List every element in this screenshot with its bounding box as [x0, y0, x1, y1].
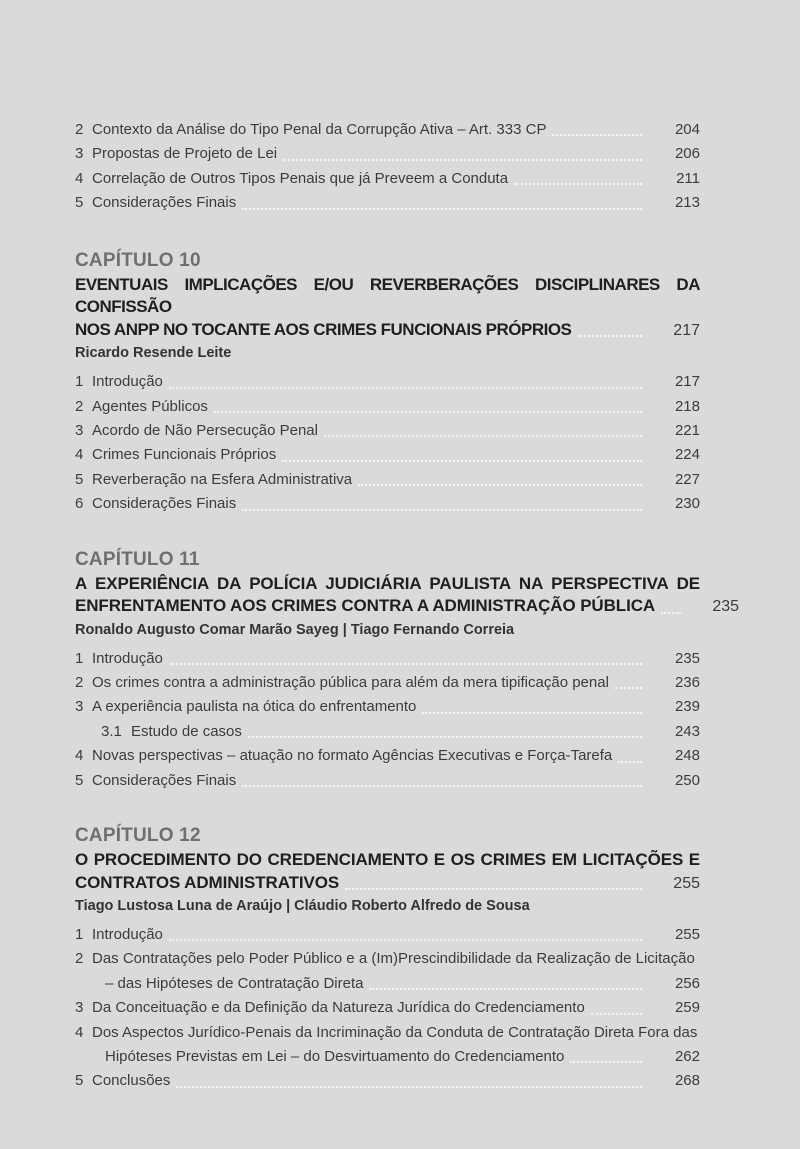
chapter-label: CAPÍTULO 12 [75, 825, 201, 846]
entry-number: 1 [75, 373, 84, 391]
chapter-page-number: 255 [673, 874, 700, 892]
entry-title-continuation: Hipóteses Previstas em Lei – do Desvirtuamento do Credenciamento [105, 1048, 565, 1066]
entry-title: Da Conceituação e da Definição da Natureza Jurídica do Credenciamento [92, 999, 585, 1017]
toc-entry [75, 1069, 700, 1093]
entry-number: 1 [75, 649, 84, 667]
entry-page-number: 213 [674, 194, 700, 212]
entry-number: 5 [75, 194, 84, 212]
toc-entry [75, 468, 700, 492]
chapter-title-row [75, 595, 740, 619]
entry-page-number: 243 [674, 722, 700, 740]
entry-page-number: 256 [674, 974, 700, 992]
chapter-12-section [75, 823, 700, 1094]
dot-leader [577, 335, 642, 337]
entry-number: 3.1 [101, 722, 122, 740]
chapter-authors: Tiago Lustosa Luna de Araújo | Cláudio Roberto Alfredo de Sousa [75, 898, 530, 914]
toc-entry-two-line [75, 1021, 700, 1070]
chapter-title-row [75, 872, 700, 896]
toc-entry [75, 769, 700, 793]
entry-number: 4 [75, 169, 84, 187]
entry-title: Introdução [92, 649, 163, 667]
entry-page-number: 221 [674, 421, 700, 439]
dot-leader [661, 612, 681, 614]
entry-page-number: 250 [674, 771, 700, 789]
entry-page-number: 224 [674, 446, 700, 464]
entry-title: Crimes Funcionais Próprios [92, 446, 277, 464]
dot-leader [570, 1061, 642, 1063]
chapter-11-section [75, 547, 740, 793]
dot-leader [169, 387, 642, 389]
dot-leader [242, 208, 642, 210]
entry-page-number: 206 [674, 145, 700, 163]
entry-page-number: 262 [674, 1048, 700, 1066]
chapter-authors: Ricardo Resende Leite [75, 345, 232, 362]
dot-leader [358, 484, 642, 486]
toc-entry [75, 647, 700, 671]
entry-page-number: 211 [676, 169, 700, 187]
entry-page-number: 268 [674, 1072, 700, 1090]
toc-entry [75, 118, 700, 142]
toc-entry [75, 142, 700, 166]
entry-title: Novas perspectivas – atuação no formato Agências Executivas e Força-Tarefa [92, 747, 613, 765]
dot-leader [176, 1086, 642, 1088]
entry-page-number: 217 [674, 373, 700, 391]
toc-entry [75, 744, 700, 768]
entry-title-continuation: – das Hipóteses de Contratação Direta [105, 974, 364, 992]
entry-title: Das Contratações pelo Poder Público e a (Im)Prescindibilidade da Realização de Licitação [92, 950, 695, 968]
entry-number: 4 [75, 446, 84, 464]
chapter-10-section [75, 248, 700, 517]
dot-leader [422, 712, 642, 714]
toc-entry [75, 996, 700, 1020]
chapter-label: CAPÍTULO 10 [75, 249, 201, 271]
entry-number: 4 [75, 747, 84, 765]
entry-title: Contexto da Análise do Tipo Penal da Corrupção Ativa – Art. 333 CP [92, 121, 547, 138]
entry-page-number: 236 [674, 673, 700, 691]
entry-title: Introdução [92, 373, 163, 391]
toc-entry [75, 167, 700, 191]
entry-number: 3 [75, 698, 84, 716]
entry-title: Reverberação na Esfera Administrativa [92, 470, 353, 488]
chapter-title-line1: EVENTUAIS IMPLICAÇÕES E/OU REVERBERAÇÕES DISCIPLINARES DA CONFISSÃO [75, 274, 700, 317]
dot-leader [552, 134, 642, 136]
entry-title: A experiência paulista na ótica do enfrentamento [92, 698, 417, 716]
entry-page-number: 255 [674, 926, 700, 943]
chapter-page-number: 235 [712, 598, 740, 616]
toc-entry [75, 695, 700, 719]
entry-page-number: 204 [674, 121, 700, 138]
chapter-title-row [75, 319, 700, 343]
dot-leader [591, 1013, 642, 1015]
entry-page-number: 239 [674, 698, 700, 716]
dot-leader [242, 509, 642, 511]
chapter-title-line2: ENFRENTAMENTO AOS CRIMES CONTRA A ADMINISTRAÇÃO PÚBLICA [75, 596, 656, 616]
dot-leader [242, 785, 642, 787]
dot-leader [615, 687, 642, 689]
entry-number: 2 [75, 397, 84, 415]
dot-leader [324, 435, 642, 437]
dot-leader [283, 159, 642, 161]
entry-number: 2 [75, 673, 84, 691]
entry-page-number: 227 [674, 470, 700, 488]
entry-title: Conclusões [92, 1072, 171, 1090]
chapter-title-line1: A EXPERIÊNCIA DA POLÍCIA JUDICIÁRIA PAULISTA NA PERSPECTIVA DE [75, 573, 700, 593]
toc-entry [75, 671, 700, 695]
toc-entry [75, 443, 700, 467]
chapter-title-line1: O PROCEDIMENTO DO CREDENCIAMENTO E OS CRIMES EM LICITAÇÕES E [75, 850, 700, 869]
entry-number: 2 [75, 950, 84, 968]
dot-leader [169, 939, 642, 941]
chapter-title-line2: CONTRATOS ADMINISTRATIVOS [75, 872, 340, 892]
entry-title: Estudo de casos [131, 722, 242, 740]
entry-number: 1 [75, 926, 84, 943]
dot-leader [345, 888, 642, 890]
entry-title: Considerações Finais [92, 194, 237, 212]
entry-page-number: 218 [674, 397, 700, 415]
chapter-entries [75, 923, 700, 1094]
chapter-label: CAPÍTULO 11 [75, 548, 200, 570]
entry-page-number: 230 [674, 495, 700, 513]
entry-title: Acordo de Não Persecução Penal [92, 421, 318, 439]
chapter-entries [75, 370, 700, 516]
entry-number: 5 [75, 1072, 84, 1090]
entry-number: 3 [75, 999, 84, 1017]
toc-subentry [101, 720, 700, 744]
entry-page-number: 248 [674, 747, 700, 765]
chapter-entries [75, 647, 700, 793]
entry-number: 3 [75, 145, 84, 163]
entry-title: Os crimes contra a administração pública para além da mera tipificação penal [92, 673, 609, 691]
dot-leader [369, 988, 642, 990]
dot-leader [214, 411, 642, 413]
toc-entry [75, 419, 700, 443]
toc-entry [75, 923, 700, 947]
chapter-title-line2: NOS ANPP NO TOCANTE AOS CRIMES FUNCIONAIS PRÓPRIOS [75, 319, 572, 339]
toc-entry [75, 370, 700, 394]
entry-title: Agentes Públicos [92, 397, 208, 415]
entry-number: 3 [75, 421, 84, 439]
entry-number: 5 [75, 470, 84, 488]
entry-title: Dos Aspectos Jurídico-Penais da Incriminação da Conduta de Contratação Direta Fora das [92, 1023, 698, 1041]
entry-number: 6 [75, 495, 84, 513]
entry-title: Considerações Finais [92, 771, 237, 789]
entry-number: 5 [75, 771, 84, 789]
toc-entry [75, 492, 700, 516]
entry-number: 2 [75, 121, 84, 138]
entry-number: 4 [75, 1023, 84, 1041]
chapter-authors: Ronaldo Augusto Comar Marão Sayeg | Tiago Fernando Correia [75, 621, 515, 638]
entry-title: Considerações Finais [92, 495, 237, 513]
dot-leader [282, 460, 642, 462]
dot-leader [514, 183, 642, 185]
chapter-page-number: 217 [673, 321, 700, 339]
toc-entry-two-line [75, 947, 700, 996]
dot-leader [248, 736, 642, 738]
toc-entry [75, 395, 700, 419]
dot-leader [169, 663, 642, 665]
entry-title: Correlação de Outros Tipos Penais que já Preveem a Conduta [92, 169, 509, 187]
toc-entry [75, 191, 700, 215]
entry-page-number: 259 [674, 999, 700, 1017]
dot-leader [618, 761, 642, 763]
entry-title: Introdução [92, 926, 163, 943]
toc-top-section [75, 118, 700, 216]
entry-title: Propostas de Projeto de Lei [92, 145, 278, 163]
entry-page-number: 235 [674, 649, 700, 667]
